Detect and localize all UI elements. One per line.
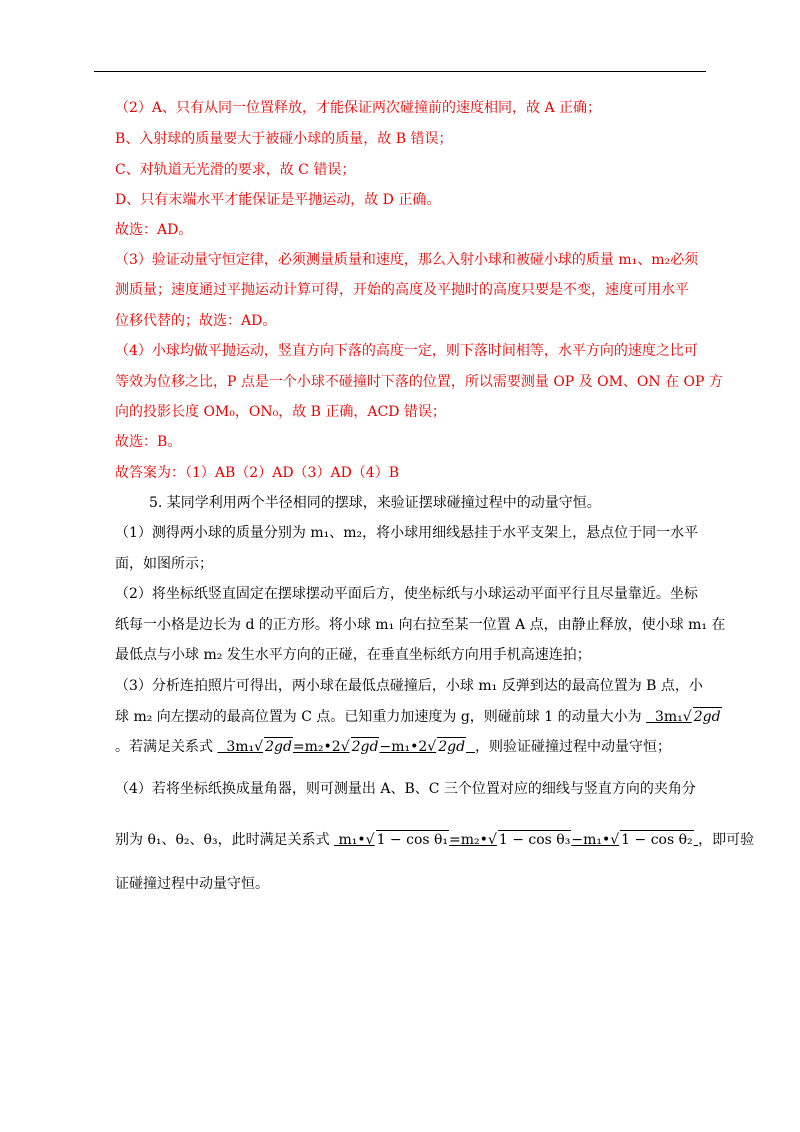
formula-term: =m₂•2: [292, 739, 341, 755]
formula-term: −m₁•2: [379, 739, 428, 755]
answer-summary: 故答案为：（1）AB（2）AD（3）AD（4）B: [115, 465, 399, 481]
text-span: ，即可验: [698, 832, 755, 848]
text-line: （3）验证动量守恒定律，必须测量质量和速度，那么入射小球和被碰小球的质量 m₁、m₂必须: [115, 252, 699, 268]
formula-radicand: 1 − cos θ₂: [621, 832, 693, 848]
answer-blank: m₁•√ 1 − cos θ₁=m₂•√ 1 − cos θ₃−m₁•√ 1 − cos θ₂: [338, 832, 693, 848]
text-line: 故选：AD。: [115, 222, 193, 238]
formula-radicand: 1 − cos θ₃: [498, 832, 571, 848]
formula-term: 3m₁: [226, 739, 255, 755]
formula-term: m₁•: [583, 832, 611, 848]
text-span: ，则验证碰撞过程中动量守恒；: [474, 739, 671, 755]
text-line: 证碰撞过程中动量守恒。: [115, 876, 269, 892]
sqrt-sign-icon: √: [365, 832, 375, 848]
text-line: 面，如图所示；: [115, 556, 213, 572]
text-line: （4）若将坐标纸换成量角器，则可测量出 A、B、C 三个位置对应的细线与竖直方向的夹角分: [115, 781, 696, 797]
answer-blank: [646, 709, 721, 725]
formula-coef: 3m₁: [654, 709, 683, 725]
sqrt-sign-icon: √: [254, 739, 264, 755]
text-line: 纸每一小格是边长为 d 的正方形。将小球 m₁ 向右拉至某一位置 A 点，由静止释放，使小球 m₁ 在: [115, 617, 726, 633]
text-line: 故选：B。: [115, 434, 182, 450]
text-line: （2）A、只有从同一位置释放，才能保证两次碰撞前的速度相同，故 A 正确；: [115, 100, 602, 116]
text-line: （1）测得两小球的质量分别为 m₁、m₂，将小球用细线悬挂于水平支架上，悬点位于同一水平: [115, 525, 699, 541]
answer-blank: [217, 739, 475, 755]
relation-line: [115, 737, 671, 756]
formula-radicand: 2gd: [265, 739, 292, 755]
text-line: B、入射球的质量要大于被碰小球的质量，故 B 错误；: [115, 131, 453, 147]
text-span: 。若满足关系式: [115, 739, 213, 755]
text-line: （3）分析连拍照片可得出，两小球在最低点碰撞后，小球 m₁ 反弹到达的最高位置为 B 点，小: [115, 678, 703, 694]
formula-radicand: 1 − cos θ₁: [376, 832, 449, 848]
text-span: 球 m₂ 向左摆动的最高位置为 C 点。已知重力加速度为 g，则碰前球 1 的动量大小为: [115, 709, 642, 725]
text-line: 位移代替的；故选：AD。: [115, 313, 277, 329]
text-line: D、只有末端水平才能保证是平抛运动，故 D 正确。: [115, 192, 441, 208]
sqrt-sign-icon: √: [610, 832, 620, 848]
sqrt-sign-icon: √: [487, 832, 497, 848]
text-span: 别为 θ₁、θ₂、θ₃，此时满足关系式: [115, 832, 330, 848]
header-rule: [94, 71, 706, 72]
question-title: 5. 某同学利用两个半径相同的摆球，来验证摆球碰撞过程中的动量守恒。: [149, 495, 601, 511]
formula-radicand: 2gd: [351, 739, 379, 755]
text-line: 测质量；速度通过平抛运动计算可得，开始的高度及平抛时的高度只要是不变，速度可用水平: [115, 282, 689, 298]
formula-term: m₁•: [338, 832, 366, 848]
formula-radicand: 2gd: [438, 739, 466, 755]
momentum-line: [115, 707, 722, 726]
text-line: C、对轨道无光滑的要求，故 C 错误；: [115, 162, 356, 178]
text-line: 最低点与小球 m₂ 发生水平方向的正碰，在垂直坐标纸方向用手机高速连拍；: [115, 647, 591, 663]
text-line: （4）小球均做平抛运动，竖直方向下落的高度一定，则下落时间相等，水平方向的速度之比可: [115, 343, 698, 359]
text-line: （2）将坐标纸竖直固定在摆球摆动平面后方，使坐标纸与小球运动平面平行且尽量靠近。坐标: [115, 586, 698, 602]
formula-term: m₂•: [460, 832, 488, 848]
text-line: 向的投影长度 OM₀，ON₀，故 B 正确，ACD 错误；: [115, 404, 446, 420]
sqrt-sign-icon: √: [427, 739, 437, 755]
formula-radicand: 2gd: [693, 709, 721, 725]
sqrt-sign-icon: √: [340, 739, 350, 755]
sqrt-sign-icon: √: [682, 709, 692, 725]
angle-relation-line: [115, 830, 754, 849]
text-line: 等效为位移之比，P 点是一个小球不碰撞时下落的位置，所以需要测量 OP 及 OM、ON 在 OP 方: [115, 374, 723, 390]
